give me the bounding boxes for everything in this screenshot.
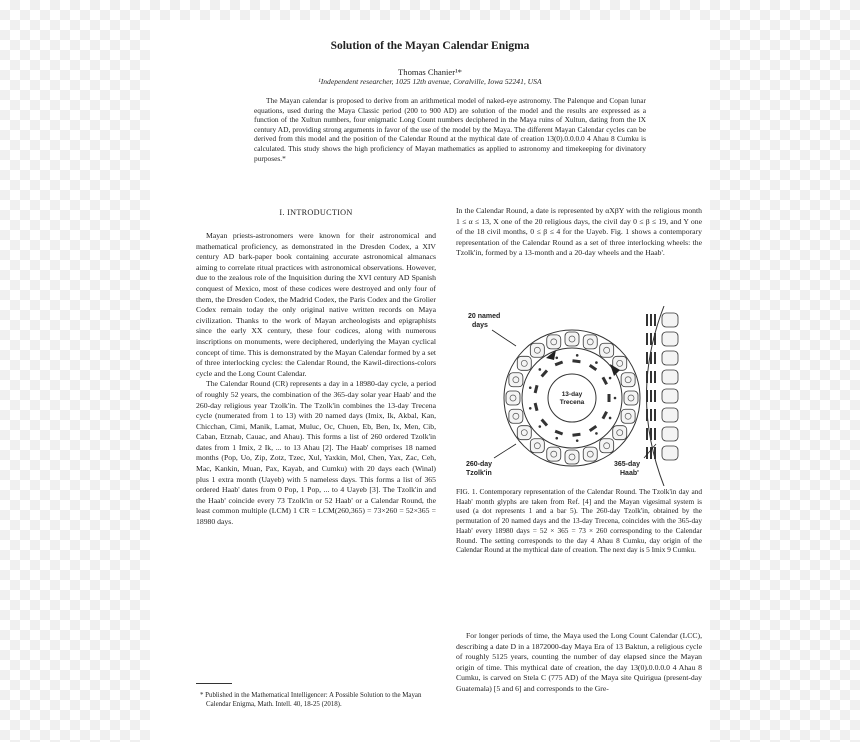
- haab-number-mark: [646, 390, 656, 402]
- intro-paragraph-2: The Calendar Round (CR) represents a day in a 18980-day cycle, a period of roughly 52 years, the combination of the 365-day solar year Haab' and the 260-day religious year Tzolk'in. The Tzolk'in combines the 13-day Trecena cycle (numerated from 1 to 13) with 20 named days (Imix, Ik, Akbal, Kan, Chicchan, Cimi, Manik, Lamat, Muluc, Oc, Chuen, Eb, Ben, Ix, Men, Cib, Caban, Etznab, Cauac, and Ahau). This forms a list of 260 ordered Tzolk'in dates from 1 Imix, 2 Ik, ... to 13 Ahau [2]. The Haab' comprises 18 named months (Pop, Uo, Zip, Zotz, Tzec, Xul, Yaxkin, Mol, Chen, Yax, Zac, Ceh, Mac, Kankin, Muan, Pax, Kayab, and Cumku) with 20 days each (Winal) plus 1 extra month (Uayeb) with 5 nameless days. This forms a list of 365 ordered Haab' dates from 0 Pop, 1 Pop, ... to 4 Uayeb [3]. The Tzolk'in and the Haab' coincide every 73 Tzolk'in or 52 Haab' or a Calendar Round, the least common multiple (LCM) 1 CR = LCM(260,365) = 73×260 = 52×365 = 18980 days.: [196, 379, 436, 527]
- month-glyph-icon: [662, 351, 678, 365]
- paper-page: [150, 20, 710, 742]
- tzolkin-label-1: 260-day: [466, 461, 493, 468]
- tzolkin-pointer: [494, 444, 516, 458]
- trecena-dot-mark: [609, 417, 612, 420]
- day-glyph-icon: [509, 409, 523, 423]
- day-glyph-icon: [530, 439, 544, 453]
- haab-month-glyph-column: [646, 313, 678, 460]
- trecena-bar-mark: [602, 377, 608, 385]
- trecena-dot-mark: [555, 356, 558, 359]
- calendar-round-paragraph: In the Calendar Round, a date is represented by αXβY with the religious month 1 ≤ α ≤ 13, X one of the 20 religious days, the civil day 0 ≤ β ≤ 19, and Y one of the 18 civil months, 0 ≤ β ≤ 4 for the Uayeb. Fig. 1 shows a contemporary representation of the Calendar Round as a set of three interlocking wheels: the Tzolk'in, formed by a 13-month and a 20-day wheels and the Haab'.: [456, 206, 702, 258]
- day-glyph-icon: [547, 447, 561, 461]
- haab-number-mark: [646, 333, 656, 345]
- month-glyph-icon: [662, 389, 678, 403]
- day-glyph-icon: [530, 343, 544, 357]
- haab-number-mark: [646, 447, 656, 459]
- trecena-dot-mark: [576, 354, 579, 357]
- month-glyph-icon: [662, 446, 678, 460]
- day-glyph-icon: [624, 391, 638, 405]
- haab-label-1: 365-day: [614, 461, 641, 468]
- trecena-bar-mark: [608, 394, 611, 402]
- day-glyph-icon: [506, 391, 520, 405]
- paper-title: Solution of the Mayan Calendar Enigma: [330, 40, 530, 52]
- trecena-bar-mark: [534, 403, 539, 411]
- haab-number-mark: [646, 352, 656, 364]
- trecena-bar-mark: [555, 361, 564, 367]
- right-column-top: [456, 206, 702, 259]
- named-days-label-2: days: [472, 322, 488, 329]
- trecena-bar-mark: [589, 425, 597, 432]
- trecena-dot-mark: [614, 397, 617, 400]
- author-line: Thomas Chanier¹*: [398, 67, 462, 77]
- section-heading: I. INTRODUCTION: [279, 208, 353, 217]
- trecena-bar-mark: [555, 430, 564, 436]
- month-glyph-icon: [662, 370, 678, 384]
- day-glyph-icon: [600, 439, 614, 453]
- haab-number-mark: [646, 314, 656, 326]
- trecena-bar-mark: [572, 433, 580, 437]
- trecena-bar-mark: [572, 359, 580, 363]
- month-glyph-icon: [662, 313, 678, 327]
- left-column: [196, 231, 436, 528]
- day-glyph-icon: [613, 426, 627, 440]
- day-glyph-icon: [517, 356, 531, 370]
- trecena-dot-mark: [539, 368, 542, 371]
- trecena-bar-mark: [602, 411, 608, 419]
- haab-number-mark: [646, 371, 656, 383]
- month-glyph-icon: [662, 332, 678, 346]
- day-glyph-icon: [621, 373, 635, 387]
- trecena-bar-mark: [541, 419, 549, 427]
- trecena-label-2: Trecena: [559, 399, 585, 406]
- month-glyph-icon: [662, 408, 678, 422]
- trecena-dot-mark: [529, 407, 532, 410]
- trecena-dot-mark: [529, 386, 532, 389]
- trecena-bar-mark: [589, 364, 597, 371]
- affiliation-line: ¹Independent researcher, 1025 12th avenue, Coralville, Iowa 52241, USA: [318, 77, 542, 86]
- calendar-wheels-illustration: [464, 306, 700, 486]
- figure-caption: FIG. 1. Contemporary representation of the Calendar Round. The Tzolk'in day and Haab' month glyphs are taken from Ref. [4] and the Mayan vigesimal system is used (a dot represents 1 and a bar 5). The 260-day Tzolk'in, obtained by the permutation of 20 named days and the 13-day Trecena, coincides with the 365-day Haab' every 18980 days = 52 × 365 = 73 × 260 corresponding to the Calendar Round. The setting corresponds to the day 4 Ahau 8 Cumku, day origin of the Calendar Round at the mythical date of creation. The next day is 5 Imix 9 Cumku.: [456, 487, 702, 555]
- day-glyph-icon: [565, 332, 579, 346]
- footnote: * Published in the Mathematical Intelligencer: A Possible Solution to the Mayan Calendar Enigma, Math. Intell. 40, 18-25 (2018).: [200, 692, 422, 708]
- named-days-pointer: [492, 330, 516, 346]
- calendar-round-figure: [464, 306, 700, 486]
- haab-number-mark: [646, 428, 656, 440]
- trecena-dot-mark: [595, 432, 598, 435]
- rotation-arrow-icon: [546, 350, 556, 360]
- long-count-paragraph: For longer periods of time, the Maya used the Long Count Calendar (LCC), describing a date D in a 1872000-day Maya Era of 13 Baktun, a religious cycle of roughly 5125 years, counting the number of day elapsed since the Mayan origin of time. This mythical date of creation, the day 13(0).0.0.0.0 4 Ahau 8 Cumku, is carved on Stela C (775 AD) of the Maya site Quirigua (present-day Guatemala) [5 and 6] and corresponds to the Gre-: [456, 631, 702, 693]
- trecena-bar-mark: [534, 385, 539, 393]
- trecena-dot-mark: [555, 437, 558, 440]
- haab-label-2: Haab': [620, 470, 639, 477]
- trecena-dot-mark: [609, 377, 612, 380]
- trecena-bar-mark: [541, 369, 549, 377]
- day-glyph-icon: [547, 335, 561, 349]
- trecena-dot-mark: [539, 425, 542, 428]
- trecena-center: [548, 374, 596, 422]
- day-glyph-icon: [517, 426, 531, 440]
- trecena-dot-mark: [595, 361, 598, 364]
- day-glyph-icon: [565, 450, 579, 464]
- day-glyph-icon: [583, 447, 597, 461]
- abstract: The Mayan calendar is proposed to derive from an arithmetical model of naked-eye astronomy. The Palenque and Copan lunar equations, used during the Maya Classic period (200 to 900 AD) are solution of the model and the results are expressed as a function of the Xultun numbers, four enigmatic Long Count numbers deciphered in the Maya ruins of Xultun, dating from the IX century AD, providing strong arguments in favor of the use of the model by the Maya. The different Mayan Calendar cycles can be derived from this model and the position of the Calendar Round at the mythical date of creation 13(0).0.0.0.0 4 Ahau 8 Cumku is calculated. This study shows the high proficiency of Mayan mathematics as applied to astronomy and timekeeping for divinatory purposes.*: [254, 96, 646, 163]
- trecena-label-1: 13-day: [561, 391, 583, 398]
- haab-number-mark: [646, 409, 656, 421]
- day-glyph-icon: [509, 373, 523, 387]
- month-glyph-icon: [662, 427, 678, 441]
- day-glyph-icon: [621, 409, 635, 423]
- footnote-rule: [196, 683, 232, 684]
- named-days-label-1: 20 named: [468, 313, 501, 320]
- right-column-bottom: [456, 631, 702, 695]
- day-glyph-icon: [600, 343, 614, 357]
- day-glyph-icon: [583, 335, 597, 349]
- intro-paragraph-1: Mayan priests-astronomers were known for their astronomical and mathematical proficiency, as demonstrated in the Dresden Codex, a XIV century AD bark-paper book containing accurate astronomical almanacs aiming to correlate ritual practices with astronomical observations. However, due to the zealous role of the Inquisition during the XVI century AD Spanish conquest of Mexico, most of these codices were destroyed and only four of them, the Dresden Codex, the Madrid Codex, the Paris Codex and the Grolier Codex remain today the only original native written records on Maya civilization. Thanks to the work of Mayan archeologists and epigraphists since the early XX century, these four codices, along with numerous inscriptions on monuments, were deciphered, underlying the Mayan cyclical concept of time. This is demonstrated by the Mayan Calendar formed by a set of three interlocking cycles: the Calendar Round, the Kawil-directions-colors cycle and the Long Count Calendar.: [196, 231, 436, 378]
- trecena-dot-mark: [576, 439, 579, 442]
- tzolkin-label-2: Tzolk'in: [466, 470, 492, 477]
